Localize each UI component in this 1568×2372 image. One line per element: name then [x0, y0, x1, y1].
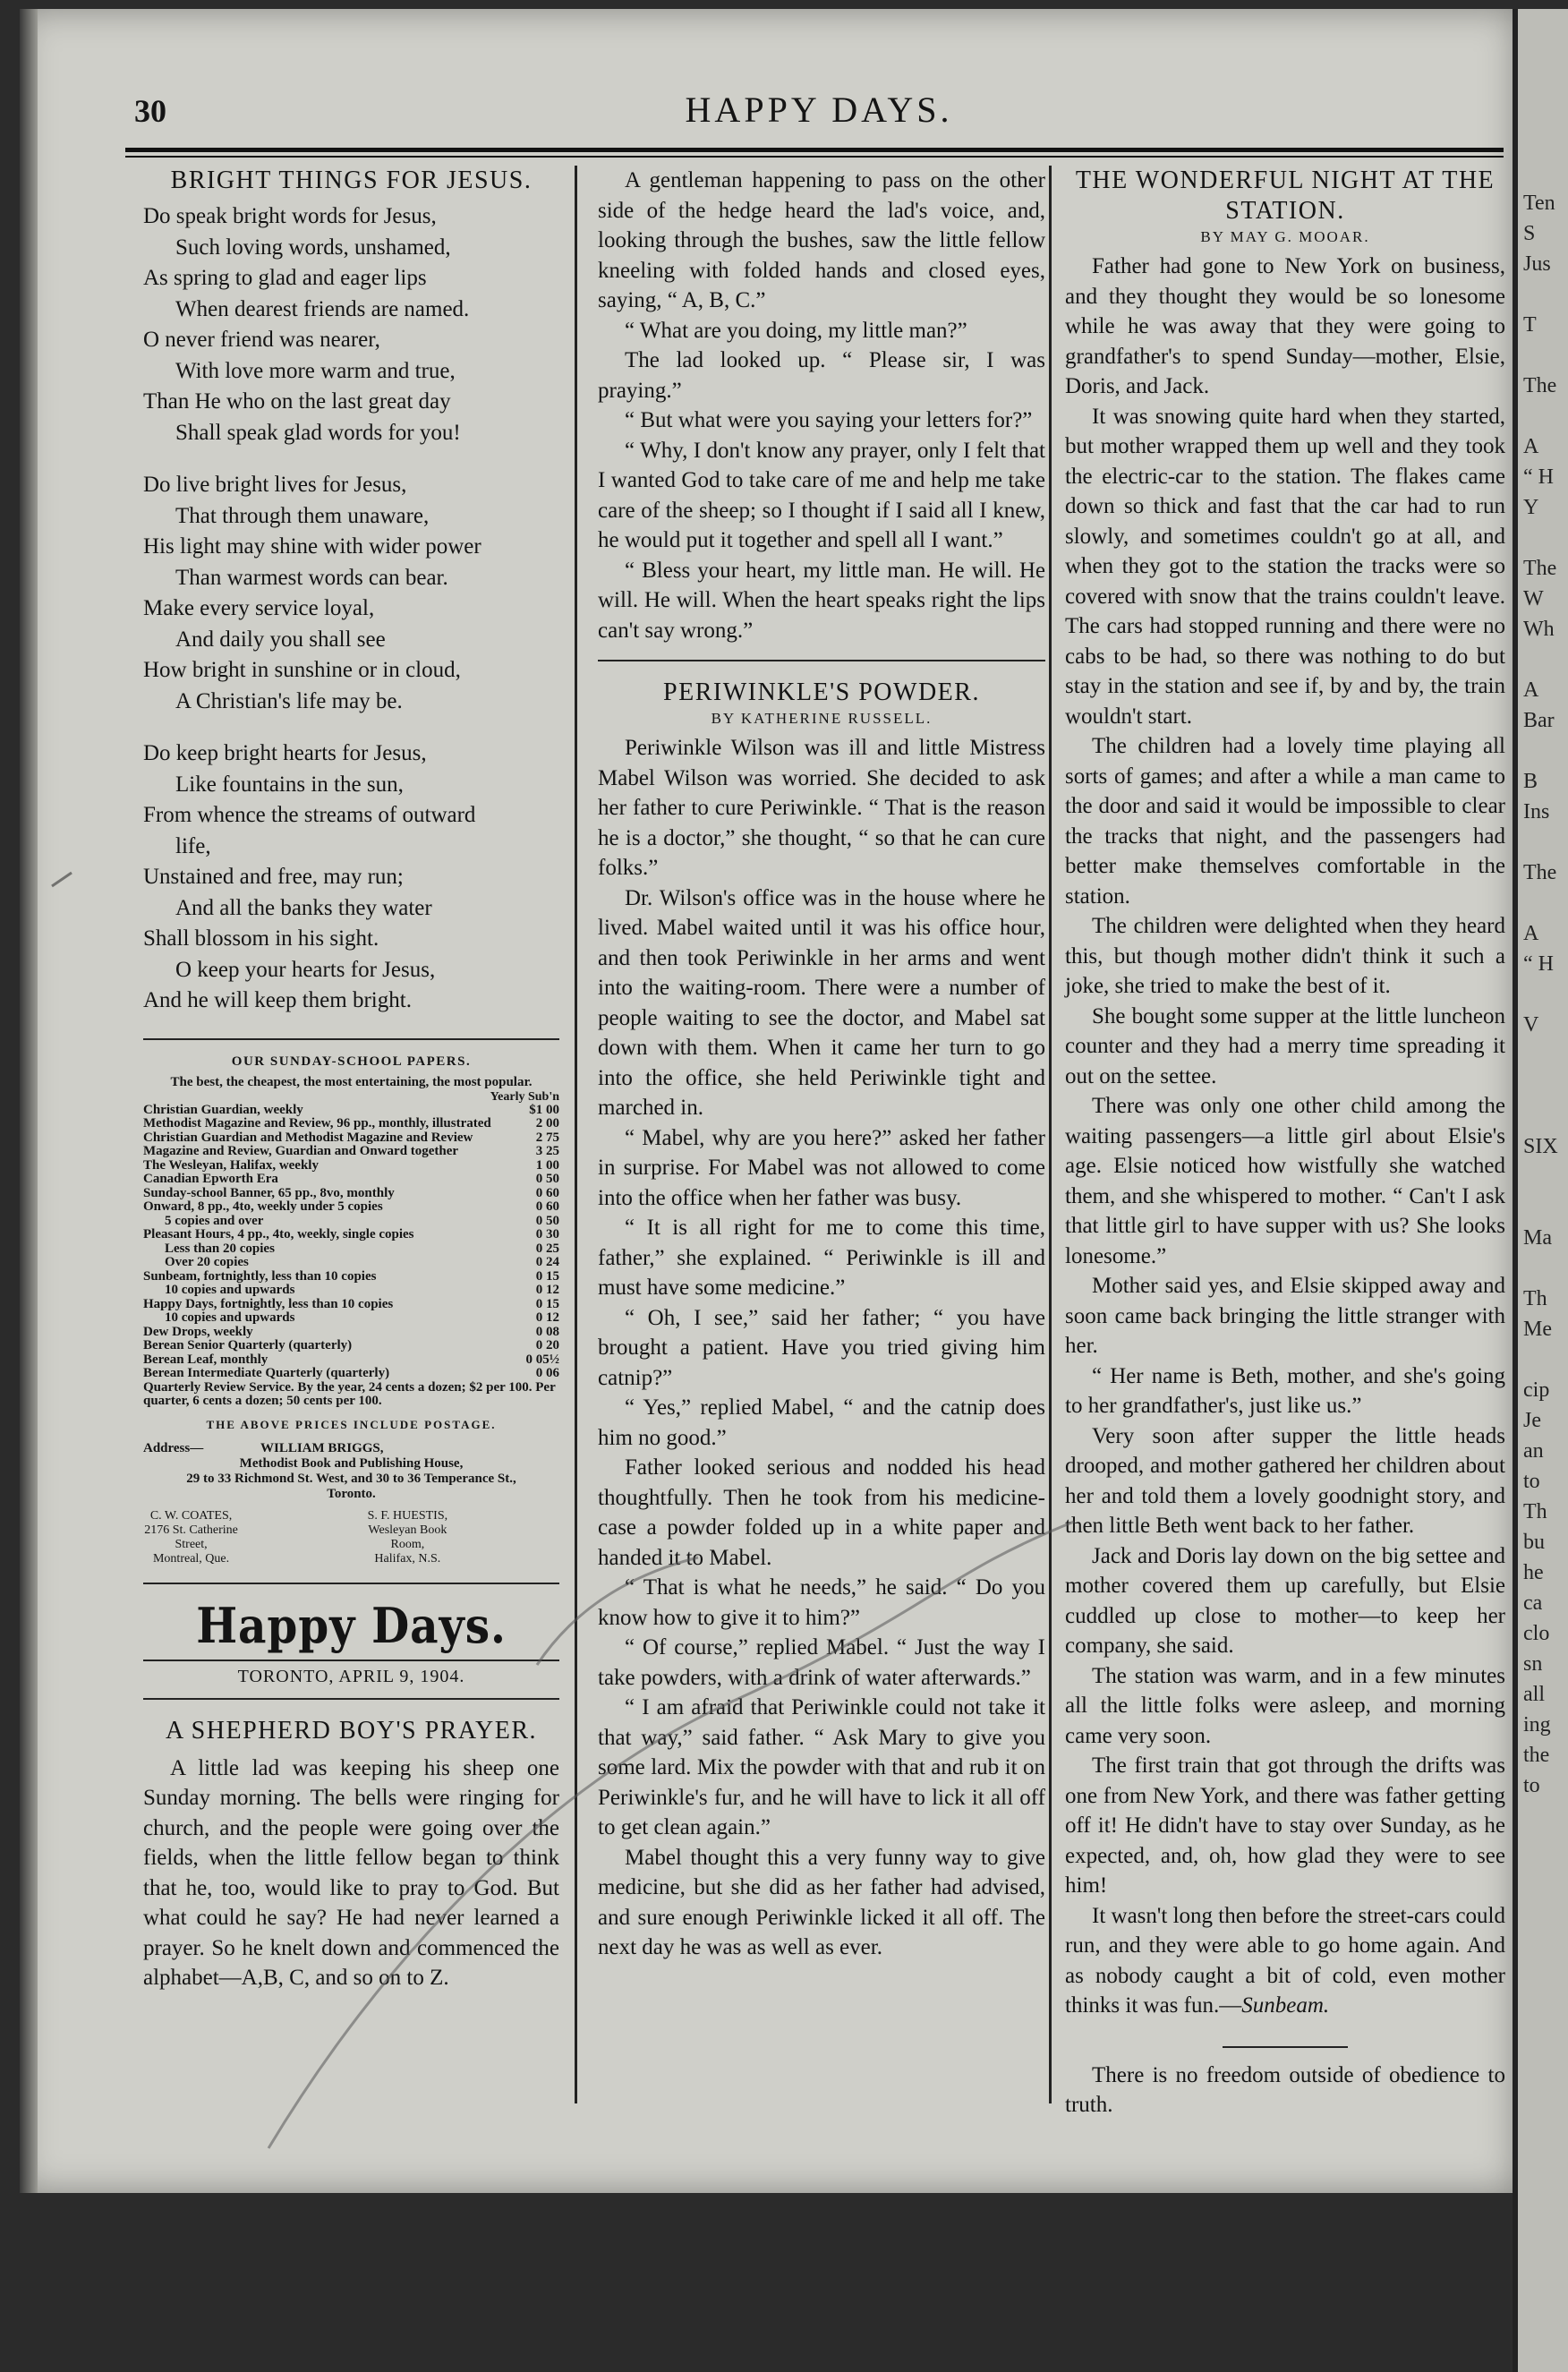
- paper-price: 1 00: [535, 1157, 559, 1173]
- adjacent-text-fragment: [1518, 340, 1568, 371]
- adjacent-text-fragment: [1518, 644, 1568, 675]
- papers-title: OUR SUNDAY-SCHOOL PAPERS.: [231, 1054, 472, 1069]
- adjacent-text-fragment: bu: [1523, 1531, 1545, 1554]
- poem-line: As spring to glad and eager lips: [143, 266, 427, 290]
- price-row: [143, 1367, 559, 1381]
- paper-name: Magazine and Review, Guardian and Onward together: [143, 1144, 459, 1158]
- adjacent-text-fragment: [1518, 1040, 1568, 1071]
- poem-line: Do speak bright words for Jesus,: [143, 204, 437, 228]
- column-rule-2: [1049, 166, 1052, 2103]
- adjacent-text-fragment: [1518, 523, 1568, 553]
- price-row: [143, 1256, 559, 1270]
- adjacent-text-fragment: to: [1523, 1470, 1540, 1493]
- poem-line: O keep your hearts for Jesus,: [175, 957, 436, 982]
- agent-addresses: [143, 1509, 559, 1566]
- adjacent-text-fragment: to: [1523, 1774, 1540, 1797]
- station-paragraph: Mother said yes, and Elsie skipped away and soon came back bringing the little stranger with her.: [1065, 1274, 1505, 1358]
- shepherd-body-part2: [598, 166, 1045, 645]
- adjacent-text-fragment: cip: [1523, 1378, 1550, 1402]
- poem-line: How bright in sunshine or in cloud,: [143, 658, 461, 682]
- poem-line: Make every service loyal,: [143, 596, 375, 620]
- station-paragraph: Father had gone to New York on business, and they thought they would be so lonesome while he was away that they were going to grandfather's to spend Sunday—mother, Elsie, Doris, and Jack.: [1065, 254, 1505, 398]
- adjacent-text-fragment: [1518, 1162, 1568, 1192]
- paper-name: The Wesleyan, Halifax, weekly: [143, 1157, 319, 1173]
- poem-line: And he will keep them bright.: [143, 988, 412, 1012]
- price-row: [143, 1145, 559, 1159]
- price-row: [143, 1381, 559, 1409]
- paper-name: Christian Guardian and Methodist Magazine and Review: [143, 1130, 473, 1145]
- price-row: [143, 1228, 559, 1242]
- poem-stanza: [143, 738, 559, 1017]
- paper-price: 0 12: [535, 1310, 559, 1325]
- station-byline: BY MAY G. MOOAR.: [1200, 228, 1370, 245]
- poem-line: A Christian's life may be.: [175, 688, 403, 713]
- price-row: [143, 1200, 559, 1215]
- price-row: [143, 1270, 559, 1284]
- address-line-3: Toronto.: [327, 1486, 376, 1501]
- price-row: [143, 1173, 559, 1187]
- paper-price: 3 25: [535, 1144, 559, 1158]
- price-table: [143, 1104, 559, 1409]
- paper-name: 5 copies and over: [165, 1213, 264, 1228]
- paper-price: 0 15: [535, 1268, 559, 1284]
- adjacent-text-fragment: [1518, 1253, 1568, 1284]
- paper-name: Sunbeam, fortnightly, less than 10 copies: [143, 1268, 377, 1284]
- paper-name: Onward, 8 pp., 4to, weekly under 5 copies: [143, 1199, 383, 1214]
- periwinkle-paragraph: Father looked serious and nodded his head thoughtfully. Then he took from his medicine-case a powder folded up in a white paper and handed it to Mabel.: [598, 1455, 1045, 1570]
- paper-name: Sunday-school Banner, 65 pp., 8vo, monthly: [143, 1185, 395, 1200]
- paper-name: Canadian Epworth Era: [143, 1172, 278, 1186]
- adjacent-text-fragment: [1518, 1192, 1568, 1223]
- column-1: [143, 166, 559, 1993]
- price-row: [143, 1215, 559, 1229]
- adjacent-text-fragment: Ma: [1523, 1226, 1552, 1250]
- agent-montreal: [143, 1509, 343, 1566]
- adjacent-text-fragment: Th: [1523, 1500, 1547, 1523]
- adjacent-text-fragment: [1518, 1101, 1568, 1131]
- periwinkle-paragraph: “ It is all right for me to come this time, father,” she explained. “ Periwinkle is ill and must have some medicine.”: [598, 1216, 1045, 1300]
- price-row: [143, 1326, 559, 1340]
- agent-street: Wesleyan Book Room,: [368, 1523, 447, 1551]
- agent-street: 2176 St. Catherine Street,: [144, 1523, 238, 1551]
- paper-name: Dew Drops, weekly: [143, 1324, 253, 1339]
- paper-price: 0 15: [535, 1296, 559, 1311]
- adjacent-text-fragment: B: [1523, 770, 1538, 793]
- price-row: [143, 1159, 559, 1173]
- adjacent-text-fragment: Y: [1523, 496, 1539, 519]
- adjacent-text-fragment: A: [1523, 678, 1539, 702]
- paper-name: 10 copies and upwards: [165, 1310, 295, 1325]
- adjacent-text-fragment: SIX: [1523, 1135, 1558, 1158]
- price-row: [143, 1104, 559, 1118]
- poem-line: And all the banks they water: [175, 895, 432, 920]
- header-rule: [125, 148, 1504, 152]
- paper-name: Berean Senior Quarterly (quarterly): [143, 1338, 353, 1352]
- adjacent-text-fragment: [1518, 736, 1568, 766]
- station-paragraph: It was snowing quite hard when they started, but mother wrapped them up well and they took the electric-car to the station. The flakes came down so thick and fast that the car had to run slowly, and sometimes couldn't go at all, and when they got to the station the tracks were so covered with snow that the trains couldn't leave. The cars had stopped running and there were no cabs to be had, so there was nothing to do but stay in the station and see if, by and by, the train wouldn't start.: [1065, 404, 1505, 729]
- price-row: [143, 1117, 559, 1131]
- shepherd-paragraph: “ Why, I don't know any prayer, only I felt that I wanted God to take care of me and help me take care of the sheep; so I thought if I said all I knew, he would put it together and spell all I want.”: [598, 438, 1045, 552]
- poem-stanza: [143, 201, 559, 448]
- adjacent-text-fragment: A: [1523, 922, 1539, 945]
- address-label: Address—: [143, 1440, 204, 1455]
- shepherd-paragraph: “ What are you doing, my little man?”: [625, 318, 967, 343]
- station-paragraph: Jack and Doris lay down on the big settee and mother covered them up carefully, but Elsie cuddled up close to mother—to keep her company, she said.: [1065, 1543, 1505, 1658]
- poem-line: Than warmest words can bear.: [175, 565, 448, 590]
- paper-price: 0 12: [535, 1283, 559, 1297]
- adjacent-text-fragment: The: [1523, 557, 1557, 580]
- agent-halifax: [360, 1509, 559, 1566]
- adjacent-text-fragment: W: [1523, 587, 1544, 610]
- adjacent-text-fragment: Je: [1523, 1409, 1541, 1432]
- price-row: [143, 1339, 559, 1353]
- source-attribution: Sunbeam.: [1241, 1993, 1330, 2018]
- adjacent-text-fragment: [1518, 1071, 1568, 1101]
- periwinkle-body: [598, 733, 1045, 1963]
- periwinkle-paragraph: Mabel thought this a very funny way to give medicine, but she did as her father had advised, and sure enough Periwinkle licked it all off. The next day he was as well as ever.: [598, 1845, 1045, 1959]
- periwinkle-paragraph: “ Oh, I see,” said her father; “ you have brought a patient. Have you tried giving him catnip?”: [598, 1305, 1045, 1390]
- paper-name: Berean Leaf, monthly: [143, 1352, 268, 1367]
- agent-city: Halifax, N.S.: [374, 1551, 441, 1566]
- paper-price: 0 24: [535, 1255, 559, 1269]
- page-binding-shadow: [20, 9, 38, 2193]
- poem-title: BRIGHT THINGS FOR JESUS.: [170, 166, 533, 194]
- periwinkle-paragraph: Dr. Wilson's office was in the house where he lived. Mabel waited until it was his office hour, and then took Periwinkle in her arms and went into the waiting-room. There were a number of people waiting to see the doctor, and Mabel sat down with them. When it came her turn to go into the office, she held Periwinkle tight and marched in.: [598, 885, 1045, 1120]
- adjacent-text-fragment: [1518, 1344, 1568, 1375]
- column-2: [598, 166, 1045, 1963]
- running-title: HAPPY DAYS.: [685, 90, 953, 130]
- paper-price: 0 20: [535, 1338, 559, 1352]
- poem-line: That through them unaware,: [175, 503, 430, 528]
- page-number: 30: [134, 93, 166, 129]
- adjacent-text-fragment: V: [1523, 1013, 1539, 1037]
- column-rule-1: [575, 166, 577, 2103]
- adjacent-text-fragment: The: [1523, 861, 1557, 884]
- paper-price: 0 50: [535, 1172, 559, 1186]
- paper-price: $1 00: [529, 1102, 559, 1117]
- paper-name: Less than 20 copies: [165, 1241, 275, 1256]
- adjacent-page-strip: [1513, 9, 1568, 2372]
- adjacent-text-fragment: an: [1523, 1439, 1544, 1463]
- adjacent-text-fragment: [1518, 827, 1568, 858]
- adjacent-text-fragment: Ten: [1523, 192, 1555, 215]
- paper-price: 0 60: [535, 1185, 559, 1200]
- dateline: TORONTO, APRIL 9, 1904.: [237, 1666, 465, 1686]
- price-row: [143, 1298, 559, 1312]
- adjacent-text-fragment: T: [1523, 313, 1537, 337]
- paper-price: 2 00: [535, 1116, 559, 1131]
- shepherd-paragraph: The lad looked up. “ Please sir, I was praying.”: [598, 348, 1045, 403]
- paper-name: 10 copies and upwards: [165, 1283, 295, 1297]
- poem-line: And daily you shall see: [175, 627, 386, 652]
- price-row: [143, 1353, 559, 1368]
- price-row: [143, 1131, 559, 1146]
- publisher-address: [143, 1441, 559, 1502]
- happy-days-logo: Happy Days.: [196, 1596, 507, 1654]
- paper-name: Pleasant Hours, 4 pp., 4to, weekly, single copies: [143, 1227, 414, 1241]
- closing-rule: [1223, 2046, 1348, 2048]
- shepherd-paragraph: A little lad was keeping his sheep one Sunday morning. The bells were ringing for church, and the people were going over the fields, when the little fellow began to think that he, too, would like to pray to God. But what could he say? He had never learned a prayer. So he knelt down and commenced the alphabet—A,B, C, and so on to Z.: [143, 1755, 559, 1990]
- closing-maxim: There is no freedom outside of obedience to truth.: [1065, 2062, 1505, 2117]
- periwinkle-paragraph: “ Of course,” replied Mabel. “ Just the way I take powders, with a drink of water afterwards.”: [598, 1635, 1045, 1690]
- station-paragraph: It wasn't long then before the street-cars could run, and they were able to go home again. And as nobody caught a bit of cold, even mother thinks it was fun.—Sunbeam.: [1065, 1903, 1505, 2018]
- station-paragraph: Very soon after supper the little heads drooped, and mother gathered her children about her and told them a lovely goodnight story, and then little Beth went back to her father.: [1065, 1423, 1505, 1538]
- periwinkle-paragraph: “ That is what he needs,” he said. “ Do you know how to give it to him?”: [598, 1575, 1045, 1630]
- station-paragraph: The station was warm, and in a few minutes all the little folks were asleep, and morning came very soon.: [1065, 1663, 1505, 1748]
- paper-price: 0 60: [535, 1199, 559, 1214]
- postage-note: THE ABOVE PRICES INCLUDE POSTAGE.: [206, 1417, 497, 1431]
- section-divider: [598, 660, 1045, 661]
- poem-line: Do keep bright hearts for Jesus,: [143, 741, 427, 765]
- periwinkle-paragraph: “ I am afraid that Periwinkle could not take it that way,” said father. “ Ask Mary to give you some lard. Mix the powder with that and rub it on Periwinkle's fur, and he will have to lick it all off to get clean again.”: [598, 1695, 1045, 1839]
- adjacent-text-fragment: the: [1523, 1744, 1550, 1767]
- adjacent-text-fragment: clo: [1523, 1622, 1550, 1645]
- paper-price: 0 08: [535, 1324, 559, 1339]
- adjacent-text-fragment: S: [1523, 222, 1536, 245]
- adjacent-text-fragment: Th: [1523, 1287, 1547, 1310]
- price-row: [143, 1242, 559, 1257]
- poem-line: O never friend was nearer,: [143, 328, 380, 352]
- poem-line: Like fountains in the sun,: [175, 772, 404, 797]
- poem-line: His light may shine with wider power: [143, 534, 481, 559]
- paper-price: 0 25: [535, 1241, 559, 1256]
- adjacent-text-fragment: A: [1523, 435, 1539, 458]
- adjacent-text-fragment: Jus: [1523, 252, 1551, 276]
- adjacent-text-fragment: The: [1523, 374, 1557, 397]
- periwinkle-title: PERIWINKLE'S POWDER.: [663, 678, 980, 706]
- poem-line: From whence the streams of outward: [143, 803, 476, 827]
- adjacent-text-fragment: all: [1523, 1683, 1545, 1706]
- poem-line: Shall speak glad words for you!: [175, 420, 461, 445]
- adjacent-text-fragment: Wh: [1523, 618, 1555, 641]
- poem-line: Do live bright lives for Jesus,: [143, 473, 407, 497]
- station-paragraph: There was only one other child among the waiting passengers—a little girl about Elsie's age. Elsie noticed how wistfully she watched them, and she whispered to mother. “ Can't I ask that little girl to have supper with us? She looks lonesome.”: [1065, 1094, 1505, 1268]
- poem-line: With love more warm and true,: [175, 358, 456, 383]
- agent-name: S. F. HUESTIS,: [367, 1508, 448, 1523]
- shepherd-paragraph: “ But what were you saying your letters for?”: [625, 408, 1033, 432]
- shepherd-paragraph: “ Bless your heart, my little man. He will. He will. He will. When the heart speaks right the lips can't say wrong.”: [598, 558, 1045, 643]
- adjacent-text-fragment: [1518, 401, 1568, 431]
- paper-price: 0 05½: [525, 1352, 559, 1367]
- poem-line: When dearest friends are named.: [175, 296, 470, 321]
- address-line-1: Methodist Book and Publishing House,: [239, 1455, 464, 1471]
- station-paragraph: The children were delighted when they heard this, but though mother didn't think it such a joke, she tried to make the best of it.: [1065, 914, 1505, 998]
- station-paragraph: She bought some supper at the little luncheon counter and they had a merry time spreading it out on the settee.: [1065, 1003, 1505, 1088]
- shepherd-body-part1: [143, 1753, 559, 1993]
- station-paragraph: “ Her name is Beth, mother, and she's going to her grandfather's, just like us.”: [1065, 1363, 1505, 1418]
- poem-line: Shall blossom in his sight.: [143, 926, 379, 951]
- poem-line: Such loving words, unshamed,: [175, 235, 451, 260]
- agent-name: C. W. COATES,: [149, 1508, 233, 1523]
- paper-name: Christian Guardian, weekly: [143, 1102, 303, 1117]
- address-line-2: 29 to 33 Richmond St. West, and 30 to 36 Temperance St.,: [186, 1471, 516, 1486]
- paper-price: 0 30: [535, 1227, 559, 1241]
- station-paragraph: The first train that got through the drifts was one from New York, and there was father getting off it! He didn't have to stay over Sunday, as he expected, and, oh, how glad they were to see him!: [1065, 1753, 1505, 1898]
- paper-name: Happy Days, fortnightly, less than 10 copies: [143, 1296, 394, 1311]
- paper-name: Over 20 copies: [165, 1255, 249, 1269]
- shepherd-paragraph: A gentleman happening to pass on the other side of the hedge heard the lad's voice, and, looking through the bushes, saw the little fellow kneeling with folded hands and closed eyes, saying, “ A, B, C.”: [598, 168, 1045, 312]
- column-3: [1065, 166, 1505, 2120]
- adjacent-text-fragment: [1518, 979, 1568, 1010]
- logo-rule: [143, 1660, 559, 1661]
- periwinkle-byline: BY KATHERINE RUSSELL.: [711, 710, 933, 727]
- publisher-name: WILLIAM BRIGGS,: [260, 1440, 384, 1455]
- adjacent-text-fragment: [1518, 888, 1568, 918]
- page-header: [134, 85, 1504, 139]
- adjacent-text-fragment: Bar: [1523, 709, 1555, 732]
- adjacent-text-fragment: ing: [1523, 1713, 1551, 1736]
- paper-price: 0 50: [535, 1213, 559, 1228]
- price-row: [143, 1311, 559, 1326]
- section-divider: [143, 1038, 559, 1040]
- poem-line: Than He who on the last great day: [143, 389, 451, 414]
- adjacent-text-fragment: he: [1523, 1561, 1544, 1584]
- price-row: [143, 1284, 559, 1298]
- periwinkle-paragraph: “ Mabel, why are you here?” asked her father in surprise. For Mabel was not allowed to come into the office when her father was busy.: [598, 1125, 1045, 1210]
- adjacent-text-fragment: “ H: [1523, 465, 1554, 489]
- paper-name: Methodist Magazine and Review, 96 pp., monthly, illustrated: [143, 1116, 491, 1131]
- adjacent-text-fragment: sn: [1523, 1652, 1543, 1676]
- paper-name: Berean Intermediate Quarterly (quarterly): [143, 1366, 390, 1380]
- poem-stanza: [143, 470, 559, 717]
- section-divider: [143, 1583, 559, 1584]
- price-row: [143, 1187, 559, 1201]
- station-paragraph: The children had a lovely time playing all sorts of games; and after a while a man came to the door and said it would be impossible to clear the tracks that night, and the passengers had better make themselves comfortable in the station.: [1065, 734, 1505, 909]
- agent-city: Montreal, Que.: [152, 1551, 230, 1566]
- dateline-rule: [143, 1698, 559, 1700]
- poem-line: Unstained and free, may run;: [143, 865, 404, 889]
- periwinkle-paragraph: “ Yes,” replied Mabel, “ and the catnip does him no good.”: [598, 1395, 1045, 1450]
- paper-name: Quarterly Review Service. By the year, 24 cents a dozen; $2 per 100. Per quarter, 6 cents a dozen; 50 cents per 100.: [143, 1379, 556, 1408]
- shepherd-title: A SHEPHERD BOY'S PRAYER.: [166, 1716, 537, 1745]
- station-title: THE WONDERFUL NIGHT AT THE STATION.: [1075, 166, 1496, 225]
- paper-price: 0 06: [535, 1366, 559, 1380]
- paper-price: 2 75: [535, 1130, 559, 1145]
- adjacent-text-fragment: ca: [1523, 1591, 1543, 1615]
- periwinkle-paragraph: Periwinkle Wilson was ill and little Mistress Mabel Wilson was worried. She decided to ask her father to cure Periwinkle. “ That is the reason he is a doctor,” she thought, “ so that he can cure folks.”: [598, 736, 1045, 880]
- adjacent-text-fragment: [1518, 279, 1568, 310]
- adjacent-text-fragment: Ins: [1523, 800, 1550, 823]
- adjacent-text-fragment: “ H: [1523, 952, 1554, 976]
- adjacent-text-fragment: Me: [1523, 1318, 1552, 1341]
- poem-body: [143, 201, 559, 1017]
- poem-line: life,: [175, 833, 211, 858]
- header-rule-thin: [125, 156, 1504, 158]
- station-body: [1065, 252, 1505, 2021]
- yearly-sub-heading: Yearly Sub'n: [490, 1089, 559, 1104]
- papers-subtitle: The best, the cheapest, the most entertaining, the most popular.: [170, 1074, 533, 1089]
